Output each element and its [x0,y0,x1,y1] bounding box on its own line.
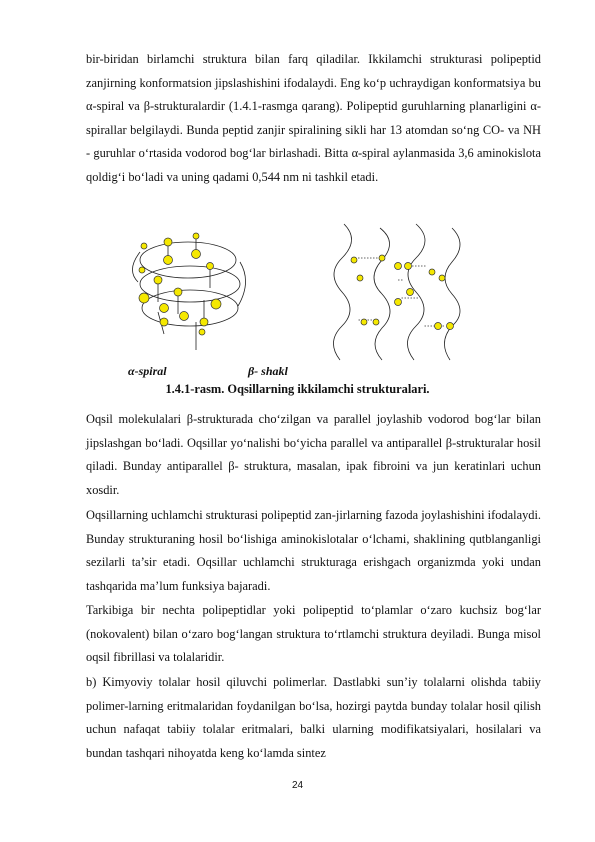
paragraph-tertiary-structure: Oqsillarning uchlamchi strukturasi polipeptid zan-jirlarning fazoda joylashishini ifodalaydi. Bunday strukturaning hosil bo‘lishiga aminokislotalar o‘lchami, shaklining qutblanganligi sezilarli ta’sir etadi. Oqsillar uchlamchi strukturaga erishgach organizmda yoki undan tashqarida ma’lum funksiya bajaradi. [86,508,541,593]
paragraph-chemical-fibers: b) Kimyoviy tolalar hosil qiluvchi polimerlar. Dastlabki sun’iy tolalarni olishda tabiiy polimer-larning eritmalaridan foydanilgan bo‘lsa, hozirgi paytda bunday tolalar hosil qilish uchun nafaqat tabiiy tolalar eritmalari, balki ularning modifikatsiyalari, hosilalari va bundan tashqari nihoyatda keng ko‘lamda sintez [86,675,541,760]
paragraph-quaternary-structure: Tarkibiga bir nechta polipeptidlar yoki polipeptid to‘plamlar o‘zaro kuchsiz bog‘lar (nokovalent) bilan o‘zaro bog‘langan struktura to‘rtlamchi struktura deyiladi. Bunga misol oqsil fibrillasi va tolalaridir. [86,603,541,665]
alpha-helix-diagram [132,236,245,350]
alpha-spiral-label: α-spiral [128,364,167,378]
paragraph-beta-structure: Oqsil molekulalari β-strukturada cho‘zilgan va parallel joylashib vodorod bog‘lar bilan jipslashgan bo‘ladi. Oqsillar yo‘nalishi bo‘yicha parallel va antiparallel β-strukturalar hosil qiladi. Bunday antiparallel β- struktura, masalan, ipak fibroini va jun keratinlari uchun xosdir. [86,412,541,497]
beta-shape-label: β- shakl [248,364,288,378]
beta-sheet-nodes [351,255,454,330]
page-number: 24 [291,780,304,791]
paragraph-secondary-structure: bir-biridan birlamchi struktura bilan farq qiladilar. Ikkilamchi strukturasi polipeptid zanjirning konformatsion jipslashishini ifodalaydi. Eng ko‘p uchraydigan konformatsiya bu α-spiral va β-strukturalardir (1.4.1-rasmga qarang). Polipeptid guruhlarning planarligini α-spirallar belgilaydi. Bunda peptid zanjir spiralining sikli har 13 atomdan so‘ng CO- va NH - guruhlar o‘rtasida vodorod bog‘lar birlashadi. Bitta α-spiral aylanmasida 3,6 aminokislota qoldig‘i bo‘ladi va uning qadami 0,544 nm ni tashkil etadi. [86,52,541,184]
secondary-structure-figure [128,222,488,362]
beta-sheet-diagram [333,224,460,360]
figure-caption: 1.4.1-rasm. Oqsillarning ikkilamchi strukturalari. [165,382,430,396]
